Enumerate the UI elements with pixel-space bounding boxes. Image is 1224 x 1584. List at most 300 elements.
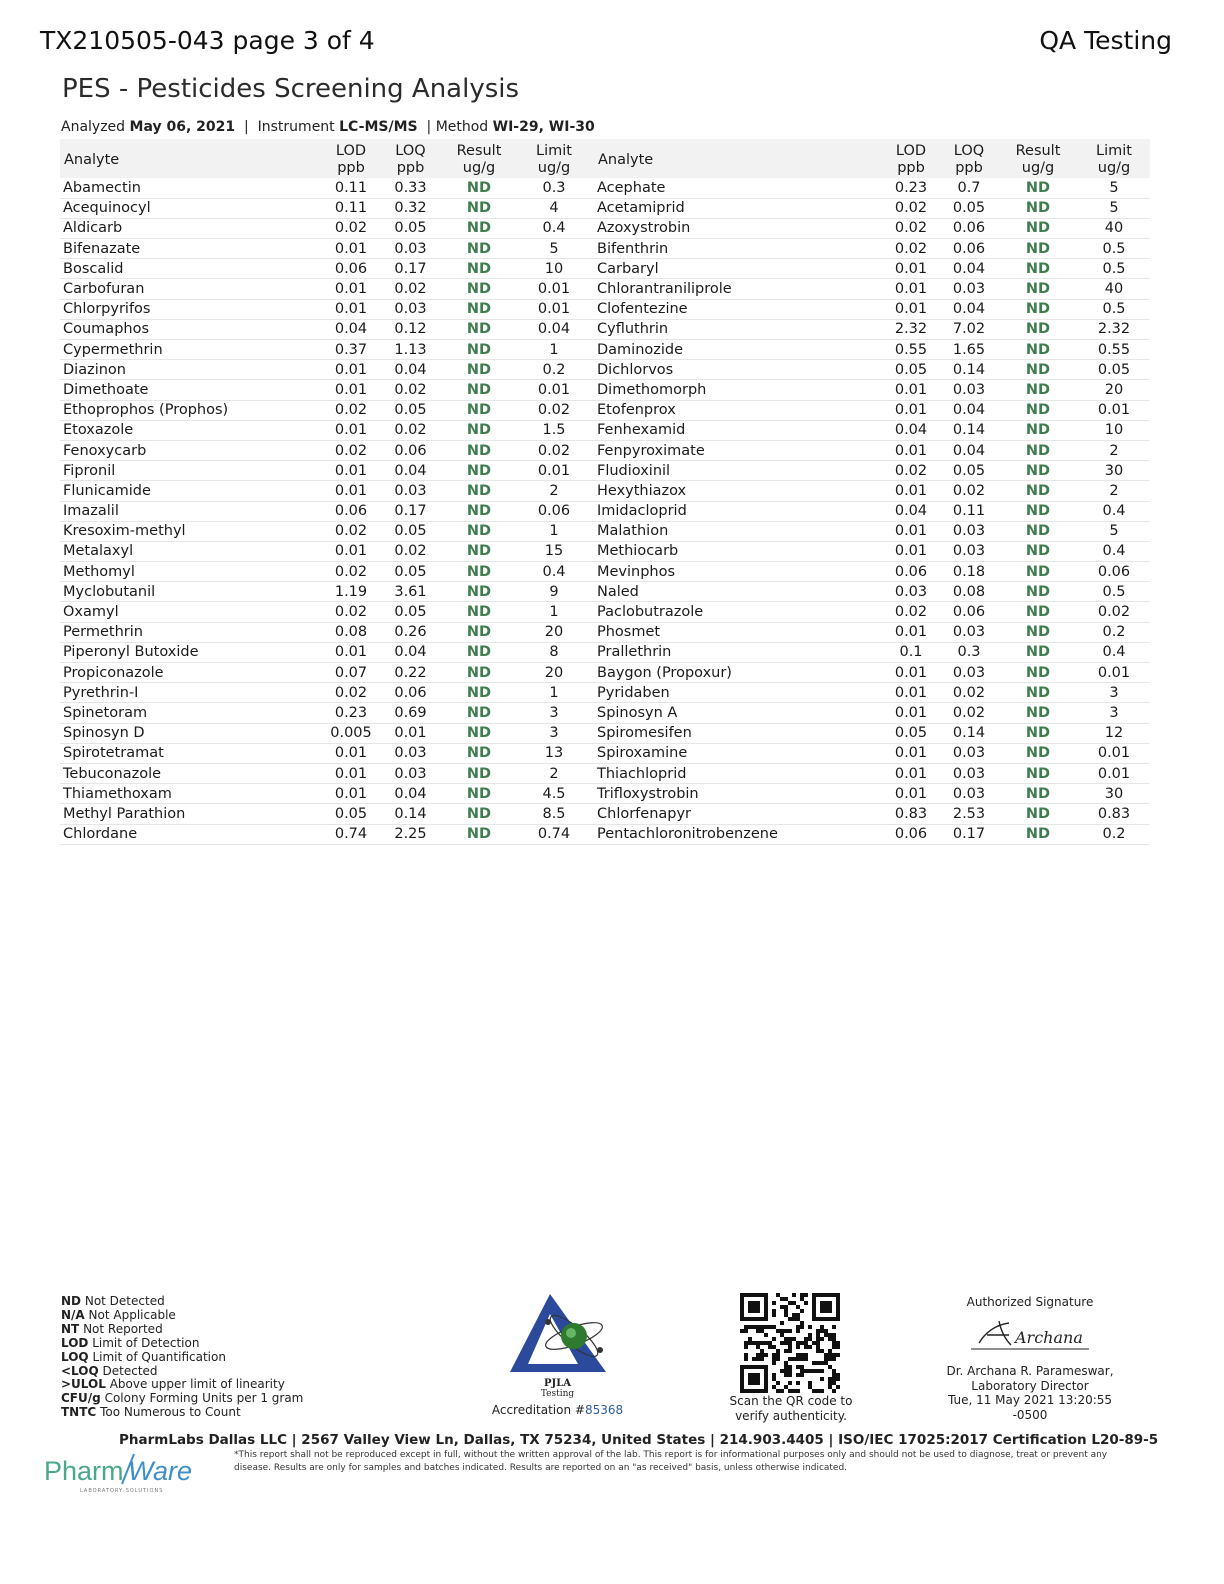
- right-result-cell: ND: [998, 562, 1078, 582]
- left-lod-cell: 0.06: [325, 259, 377, 279]
- right-result-cell: ND: [998, 400, 1078, 420]
- right-result-cell: ND: [998, 218, 1078, 238]
- right-analyte-cell: Fludioxinil: [594, 461, 882, 481]
- left-analyte-cell: Methyl Parathion: [60, 804, 325, 824]
- left-limit-cell: 1.5: [514, 420, 594, 440]
- right-analyte-cell: Spiroxamine: [594, 743, 882, 763]
- left-loq-cell: 0.03: [377, 239, 444, 259]
- table-row: [60, 239, 1150, 259]
- right-analyte-cell: Pyridaben: [594, 683, 882, 703]
- right-lod-cell: 0.02: [882, 218, 940, 238]
- left-analyte-cell: Tebuconazole: [60, 763, 325, 783]
- right-limit-cell: 5: [1078, 198, 1150, 218]
- right-lod-cell: 0.01: [882, 521, 940, 541]
- right-result-cell: ND: [998, 521, 1078, 541]
- left-limit-cell: 0.01: [514, 279, 594, 299]
- left-result-cell: ND: [444, 198, 514, 218]
- right-limit-cell: 5: [1078, 521, 1150, 541]
- legend-item: N/A Not Applicable: [61, 1307, 176, 1322]
- left-result-cell: ND: [444, 218, 514, 238]
- left-lod-cell: 0.01: [325, 763, 377, 783]
- left-analyte-cell: Pyrethrin-I: [60, 683, 325, 703]
- legend-item: TNTC Too Numerous to Count: [61, 1405, 241, 1420]
- left-lod-cell: 0.06: [325, 501, 377, 521]
- right-lod-cell: 0.06: [882, 824, 940, 844]
- table-row: [60, 723, 1150, 743]
- right-limit-cell: 0.83: [1078, 804, 1150, 824]
- right-loq-cell: 0.05: [940, 198, 998, 218]
- right-loq-cell: 0.06: [940, 602, 998, 622]
- left-limit-cell: 0.02: [514, 400, 594, 420]
- left-loq-cell: 0.04: [377, 461, 444, 481]
- left-result-cell: ND: [444, 743, 514, 763]
- left-loq-cell: 0.05: [377, 218, 444, 238]
- left-result-cell: ND: [444, 259, 514, 279]
- left-limit-cell: 0.74: [514, 824, 594, 844]
- instrument-label: Instrument: [257, 119, 335, 135]
- right-result-cell: ND: [998, 622, 1078, 642]
- col-lod-left: LOD ppb: [325, 139, 377, 178]
- left-result-cell: ND: [444, 340, 514, 360]
- left-limit-cell: 0.01: [514, 461, 594, 481]
- left-limit-cell: 0.01: [514, 299, 594, 319]
- table-row: [60, 279, 1150, 299]
- right-loq-cell: 0.17: [940, 824, 998, 844]
- left-limit-cell: 8.5: [514, 804, 594, 824]
- left-loq-cell: 0.06: [377, 683, 444, 703]
- right-result-cell: ND: [998, 582, 1078, 602]
- left-lod-cell: 0.01: [325, 380, 377, 400]
- left-loq-cell: 0.02: [377, 279, 444, 299]
- right-result-cell: ND: [998, 602, 1078, 622]
- left-lod-cell: 0.01: [325, 299, 377, 319]
- right-loq-cell: 0.06: [940, 218, 998, 238]
- abbreviation-legend: [61, 1295, 303, 1420]
- left-analyte-cell: Aldicarb: [60, 218, 325, 238]
- left-result-cell: ND: [444, 521, 514, 541]
- qr-caption: Scan the QR code to verify authenticity.: [729, 1394, 853, 1423]
- right-result-cell: ND: [998, 481, 1078, 501]
- right-lod-cell: 0.01: [882, 683, 940, 703]
- right-loq-cell: 0.04: [940, 299, 998, 319]
- left-lod-cell: 0.02: [325, 218, 377, 238]
- left-limit-cell: 4: [514, 198, 594, 218]
- right-result-cell: ND: [998, 723, 1078, 743]
- right-result-cell: ND: [998, 360, 1078, 380]
- col-loq-right: LOQ ppb: [940, 139, 998, 178]
- left-result-cell: ND: [444, 279, 514, 299]
- left-analyte-cell: Carbofuran: [60, 279, 325, 299]
- left-result-cell: ND: [444, 440, 514, 460]
- left-lod-cell: 0.02: [325, 521, 377, 541]
- page-title: PES - Pesticides Screening Analysis: [62, 74, 520, 104]
- left-analyte-cell: Oxamyl: [60, 602, 325, 622]
- left-lod-cell: 0.02: [325, 400, 377, 420]
- right-limit-cell: 0.2: [1078, 824, 1150, 844]
- left-limit-cell: 2: [514, 481, 594, 501]
- right-analyte-cell: Bifenthrin: [594, 239, 882, 259]
- right-lod-cell: 2.32: [882, 319, 940, 339]
- right-result-cell: ND: [998, 784, 1078, 804]
- right-limit-cell: 20: [1078, 380, 1150, 400]
- signature-timestamp: Tue, 11 May 2021 13:20:55 -0500: [947, 1393, 1113, 1422]
- left-limit-cell: 3: [514, 703, 594, 723]
- right-analyte-cell: Paclobutrazole: [594, 602, 882, 622]
- left-limit-cell: 1: [514, 521, 594, 541]
- left-analyte-cell: Diazinon: [60, 360, 325, 380]
- left-limit-cell: 8: [514, 642, 594, 662]
- left-analyte-cell: Acequinocyl: [60, 198, 325, 218]
- right-result-cell: ND: [998, 299, 1078, 319]
- left-lod-cell: 0.01: [325, 541, 377, 561]
- left-loq-cell: 0.69: [377, 703, 444, 723]
- left-analyte-cell: Etoxazole: [60, 420, 325, 440]
- right-analyte-cell: Prallethrin: [594, 642, 882, 662]
- right-limit-cell: 0.4: [1078, 541, 1150, 561]
- left-loq-cell: 0.05: [377, 602, 444, 622]
- table-row: [60, 743, 1150, 763]
- left-limit-cell: 0.04: [514, 319, 594, 339]
- right-limit-cell: 0.5: [1078, 582, 1150, 602]
- right-result-cell: ND: [998, 663, 1078, 683]
- signer-name: Dr. Archana R. Parameswar,: [946, 1364, 1114, 1378]
- left-limit-cell: 20: [514, 622, 594, 642]
- right-loq-cell: 0.14: [940, 723, 998, 743]
- left-lod-cell: 0.01: [325, 642, 377, 662]
- right-loq-cell: 0.03: [940, 784, 998, 804]
- left-result-cell: ND: [444, 400, 514, 420]
- pjla-accreditation: [490, 1292, 625, 1417]
- right-analyte-cell: Chlorfenapyr: [594, 804, 882, 824]
- left-loq-cell: 0.22: [377, 663, 444, 683]
- client-name: QA Testing: [1039, 26, 1172, 55]
- right-lod-cell: 0.02: [882, 461, 940, 481]
- table-row: [60, 602, 1150, 622]
- right-loq-cell: 0.03: [940, 279, 998, 299]
- left-analyte-cell: Spirotetramat: [60, 743, 325, 763]
- left-limit-cell: 5: [514, 239, 594, 259]
- left-loq-cell: 0.03: [377, 481, 444, 501]
- left-loq-cell: 0.02: [377, 541, 444, 561]
- right-lod-cell: 0.01: [882, 299, 940, 319]
- table-row: [60, 521, 1150, 541]
- right-loq-cell: 7.02: [940, 319, 998, 339]
- right-analyte-cell: Acephate: [594, 178, 882, 198]
- left-analyte-cell: Boscalid: [60, 259, 325, 279]
- right-lod-cell: 0.03: [882, 582, 940, 602]
- left-analyte-cell: Cypermethrin: [60, 340, 325, 360]
- right-loq-cell: 0.06: [940, 239, 998, 259]
- left-analyte-cell: Abamectin: [60, 178, 325, 198]
- table-row: [60, 400, 1150, 420]
- left-lod-cell: 0.01: [325, 481, 377, 501]
- table-row: [60, 178, 1150, 198]
- right-analyte-cell: Naled: [594, 582, 882, 602]
- left-result-cell: ND: [444, 824, 514, 844]
- left-result-cell: ND: [444, 784, 514, 804]
- right-limit-cell: 30: [1078, 461, 1150, 481]
- left-limit-cell: 10: [514, 259, 594, 279]
- right-analyte-cell: Etofenprox: [594, 400, 882, 420]
- table-row: [60, 319, 1150, 339]
- right-result-cell: ND: [998, 259, 1078, 279]
- right-analyte-cell: Dichlorvos: [594, 360, 882, 380]
- right-result-cell: ND: [998, 198, 1078, 218]
- table-row: [60, 622, 1150, 642]
- table-row: [60, 763, 1150, 783]
- svg-text:Pharm: Pharm: [44, 1456, 124, 1486]
- left-result-cell: ND: [444, 319, 514, 339]
- pjla-logo-text: PJLA: [543, 1378, 572, 1389]
- right-loq-cell: 1.65: [940, 340, 998, 360]
- col-lod-right: LOD ppb: [882, 139, 940, 178]
- right-loq-cell: 0.3: [940, 642, 998, 662]
- left-limit-cell: 4.5: [514, 784, 594, 804]
- left-analyte-cell: Imazalil: [60, 501, 325, 521]
- right-analyte-cell: Spiromesifen: [594, 723, 882, 743]
- right-lod-cell: 0.02: [882, 602, 940, 622]
- left-loq-cell: 0.26: [377, 622, 444, 642]
- right-lod-cell: 0.01: [882, 481, 940, 501]
- right-lod-cell: 0.01: [882, 400, 940, 420]
- right-limit-cell: 3: [1078, 703, 1150, 723]
- right-result-cell: ND: [998, 461, 1078, 481]
- left-analyte-cell: Coumaphos: [60, 319, 325, 339]
- left-analyte-cell: Myclobutanil: [60, 582, 325, 602]
- table-row: [60, 380, 1150, 400]
- right-result-cell: ND: [998, 239, 1078, 259]
- right-result-cell: ND: [998, 501, 1078, 521]
- right-lod-cell: 0.01: [882, 259, 940, 279]
- table-row: [60, 804, 1150, 824]
- table-row: [60, 259, 1150, 279]
- right-analyte-cell: Cyfluthrin: [594, 319, 882, 339]
- qr-code-icon[interactable]: [740, 1293, 840, 1393]
- left-lod-cell: 0.01: [325, 239, 377, 259]
- left-result-cell: ND: [444, 663, 514, 683]
- table-row: [60, 562, 1150, 582]
- left-limit-cell: 0.02: [514, 440, 594, 460]
- right-analyte-cell: Mevinphos: [594, 562, 882, 582]
- right-result-cell: ND: [998, 743, 1078, 763]
- left-analyte-cell: Chlorpyrifos: [60, 299, 325, 319]
- right-lod-cell: 0.05: [882, 360, 940, 380]
- svg-text:Ware: Ware: [128, 1456, 192, 1486]
- left-analyte-cell: Metalaxyl: [60, 541, 325, 561]
- left-analyte-cell: Bifenazate: [60, 239, 325, 259]
- right-limit-cell: 30: [1078, 784, 1150, 804]
- right-lod-cell: 0.01: [882, 622, 940, 642]
- right-result-cell: ND: [998, 340, 1078, 360]
- legend-item: CFU/g Colony Forming Units per 1 gram: [61, 1391, 304, 1406]
- right-result-cell: ND: [998, 541, 1078, 561]
- legend-item: <LOQ Detected: [61, 1363, 158, 1378]
- right-limit-cell: 0.01: [1078, 743, 1150, 763]
- left-result-cell: ND: [444, 602, 514, 622]
- col-result-right: Result ug/g: [998, 139, 1078, 178]
- svg-text:Archana: Archana: [1015, 1328, 1083, 1347]
- left-limit-cell: 9: [514, 582, 594, 602]
- right-limit-cell: 2.32: [1078, 319, 1150, 339]
- right-analyte-cell: Clofentezine: [594, 299, 882, 319]
- right-limit-cell: 0.01: [1078, 400, 1150, 420]
- right-limit-cell: 0.06: [1078, 562, 1150, 582]
- left-loq-cell: 0.03: [377, 299, 444, 319]
- right-limit-cell: 0.02: [1078, 602, 1150, 622]
- col-loq-left: LOQ ppb: [377, 139, 444, 178]
- col-analyte-left: Analyte: [60, 139, 325, 178]
- left-loq-cell: 0.02: [377, 380, 444, 400]
- col-analyte-right: Analyte: [594, 139, 882, 178]
- right-limit-cell: 0.2: [1078, 622, 1150, 642]
- right-lod-cell: 0.04: [882, 501, 940, 521]
- right-lod-cell: 0.01: [882, 541, 940, 561]
- right-analyte-cell: Hexythiazox: [594, 481, 882, 501]
- right-limit-cell: 40: [1078, 279, 1150, 299]
- right-loq-cell: 0.03: [940, 743, 998, 763]
- right-result-cell: ND: [998, 642, 1078, 662]
- right-loq-cell: 0.14: [940, 360, 998, 380]
- left-limit-cell: 0.2: [514, 360, 594, 380]
- table-row: [60, 703, 1150, 723]
- right-lod-cell: 0.23: [882, 178, 940, 198]
- right-limit-cell: 0.01: [1078, 663, 1150, 683]
- pharmware-logo: [42, 1450, 192, 1498]
- left-lod-cell: 0.74: [325, 824, 377, 844]
- left-limit-cell: 0.4: [514, 218, 594, 238]
- left-limit-cell: 2: [514, 763, 594, 783]
- left-loq-cell: 0.33: [377, 178, 444, 198]
- left-loq-cell: 0.06: [377, 440, 444, 460]
- right-loq-cell: 0.7: [940, 178, 998, 198]
- col-limit-left: Limit ug/g: [514, 139, 594, 178]
- right-lod-cell: 0.01: [882, 663, 940, 683]
- right-loq-cell: 0.03: [940, 541, 998, 561]
- left-limit-cell: 0.4: [514, 562, 594, 582]
- right-loq-cell: 0.02: [940, 481, 998, 501]
- left-analyte-cell: Permethrin: [60, 622, 325, 642]
- right-loq-cell: 0.03: [940, 622, 998, 642]
- right-analyte-cell: Trifloxystrobin: [594, 784, 882, 804]
- left-lod-cell: 0.02: [325, 440, 377, 460]
- right-result-cell: ND: [998, 380, 1078, 400]
- left-analyte-cell: Flunicamide: [60, 481, 325, 501]
- left-analyte-cell: Piperonyl Butoxide: [60, 642, 325, 662]
- analysis-meta: Analyzed May 06, 2021 | Instrument LC-MS/MS | Method WI-29, WI-30: [61, 119, 595, 135]
- left-analyte-cell: Dimethoate: [60, 380, 325, 400]
- table-row: [60, 683, 1150, 703]
- right-limit-cell: 0.5: [1078, 239, 1150, 259]
- right-analyte-cell: Baygon (Propoxur): [594, 663, 882, 683]
- table-row: [60, 541, 1150, 561]
- right-limit-cell: 10: [1078, 420, 1150, 440]
- left-lod-cell: 0.05: [325, 804, 377, 824]
- left-limit-cell: 0.3: [514, 178, 594, 198]
- table-row: [60, 340, 1150, 360]
- left-loq-cell: 0.17: [377, 259, 444, 279]
- table-row: [60, 501, 1150, 521]
- left-loq-cell: 2.25: [377, 824, 444, 844]
- left-lod-cell: 0.11: [325, 178, 377, 198]
- right-analyte-cell: Pentachloronitrobenzene: [594, 824, 882, 844]
- left-loq-cell: 0.04: [377, 784, 444, 804]
- legend-item: ND Not Detected: [61, 1294, 165, 1308]
- left-result-cell: ND: [444, 380, 514, 400]
- left-lod-cell: 0.02: [325, 562, 377, 582]
- right-limit-cell: 0.5: [1078, 259, 1150, 279]
- right-analyte-cell: Spinosyn A: [594, 703, 882, 723]
- right-analyte-cell: Daminozide: [594, 340, 882, 360]
- right-lod-cell: 0.01: [882, 440, 940, 460]
- right-result-cell: ND: [998, 763, 1078, 783]
- right-lod-cell: 0.05: [882, 723, 940, 743]
- left-result-cell: ND: [444, 481, 514, 501]
- right-lod-cell: 0.01: [882, 743, 940, 763]
- right-loq-cell: 0.03: [940, 380, 998, 400]
- left-result-cell: ND: [444, 461, 514, 481]
- right-limit-cell: 0.4: [1078, 642, 1150, 662]
- left-analyte-cell: Spinetoram: [60, 703, 325, 723]
- method-label: Method: [435, 119, 489, 135]
- left-loq-cell: 0.05: [377, 521, 444, 541]
- left-result-cell: ND: [444, 562, 514, 582]
- table-row: [60, 784, 1150, 804]
- right-analyte-cell: Azoxystrobin: [594, 218, 882, 238]
- left-lod-cell: 0.04: [325, 319, 377, 339]
- left-loq-cell: 0.05: [377, 562, 444, 582]
- table-row: [60, 218, 1150, 238]
- table-row: [60, 360, 1150, 380]
- right-limit-cell: 0.01: [1078, 763, 1150, 783]
- table-row: [60, 642, 1150, 662]
- right-loq-cell: 2.53: [940, 804, 998, 824]
- right-limit-cell: 12: [1078, 723, 1150, 743]
- left-limit-cell: 20: [514, 663, 594, 683]
- right-analyte-cell: Fenpyroximate: [594, 440, 882, 460]
- table-row: [60, 198, 1150, 218]
- left-lod-cell: 0.01: [325, 279, 377, 299]
- left-loq-cell: 0.32: [377, 198, 444, 218]
- right-limit-cell: 0.55: [1078, 340, 1150, 360]
- left-result-cell: ND: [444, 582, 514, 602]
- method-value: WI-29, WI-30: [492, 119, 595, 135]
- left-loq-cell: 3.61: [377, 582, 444, 602]
- left-lod-cell: 0.01: [325, 461, 377, 481]
- left-loq-cell: 0.04: [377, 642, 444, 662]
- left-limit-cell: 13: [514, 743, 594, 763]
- right-analyte-cell: Fenhexamid: [594, 420, 882, 440]
- left-loq-cell: 0.12: [377, 319, 444, 339]
- table-row: [60, 582, 1150, 602]
- report-page-id: TX210505-043 page 3 of 4: [40, 26, 375, 55]
- left-analyte-cell: Propiconazole: [60, 663, 325, 683]
- left-lod-cell: 0.37: [325, 340, 377, 360]
- right-loq-cell: 0.08: [940, 582, 998, 602]
- svg-text:LABORATORY SOLUTIONS: LABORATORY SOLUTIONS: [80, 1488, 164, 1494]
- left-limit-cell: 0.06: [514, 501, 594, 521]
- left-loq-cell: 0.05: [377, 400, 444, 420]
- instrument-value: LC-MS/MS: [339, 119, 418, 135]
- left-analyte-cell: Ethoprophos (Prophos): [60, 400, 325, 420]
- table-row: [60, 461, 1150, 481]
- left-limit-cell: 3: [514, 723, 594, 743]
- right-loq-cell: 0.04: [940, 259, 998, 279]
- right-loq-cell: 0.02: [940, 683, 998, 703]
- left-lod-cell: 0.07: [325, 663, 377, 683]
- right-lod-cell: 0.01: [882, 279, 940, 299]
- left-analyte-cell: Chlordane: [60, 824, 325, 844]
- right-loq-cell: 0.03: [940, 663, 998, 683]
